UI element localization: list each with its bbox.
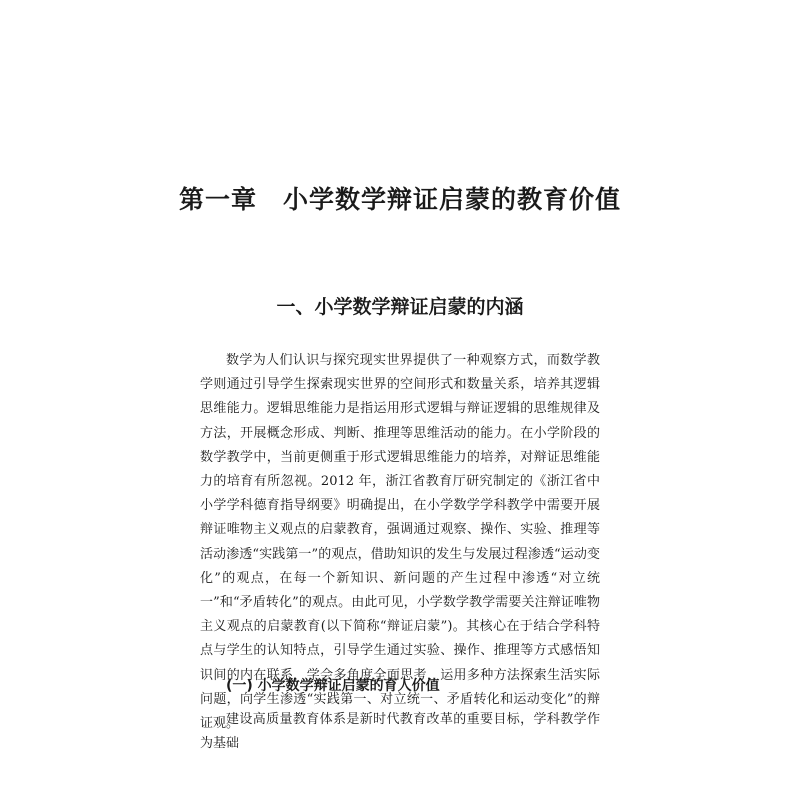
subsection-title: (一) 小学数学辩证启蒙的育人价值 bbox=[226, 678, 440, 694]
section-title: 一、小学数学辩证启蒙的内涵 bbox=[276, 296, 524, 318]
body-paragraph: 建设高质量教育体系是新时代教育改革的重要目标，学科教学作为基础 bbox=[200, 712, 600, 752]
chapter-title: 第一章 小学数学辩证启蒙的教育价值 bbox=[178, 185, 621, 214]
body-paragraph: 数学为人们认识与探究现实世界提供了一种观察方式，而数学教学则通过引导学生探索现实世界的空间形式和数量关系，培养其逻辑思维能力。逻辑思维能力是指运用形式逻辑与辩证逻辑的思维规律及方法，开展概念形成、判断、推理等思维活动的能力。在小学阶段的数学教学中，当前更侧重于形式逻辑思维能力的培养，对辩证思维能力的培育有所忽视。2012 年，浙江省教育厅研究制定的《浙江省中小学学科德育指导纲要》明确提出，在小学数学学科教学中需要开展辩证唯物主义观点的启蒙教育，强调通过观察、操作、实验、推理等活动渗透“实践第一”的观点，借助知识的发生与发展过程渗透“运动变化”的观点，在每一个新知识、新问题的产生过程中渗透“对立统一”和“矛盾转化”的观点。由此可见，小学数学教学需要关注辩证唯物主义观点的启蒙教育(以下简称“辩证启蒙”)。其核心在于结合学科特点与学生的认知特点，引导学生通过实验、操作、推理等方式感悟知识间的内在联系，学会多角度全面思考，运用多种方法探索生活实际问题，向学生渗透“实践第一、对立统一、矛盾转化和运动变化”的辩证观。 bbox=[200, 353, 600, 732]
